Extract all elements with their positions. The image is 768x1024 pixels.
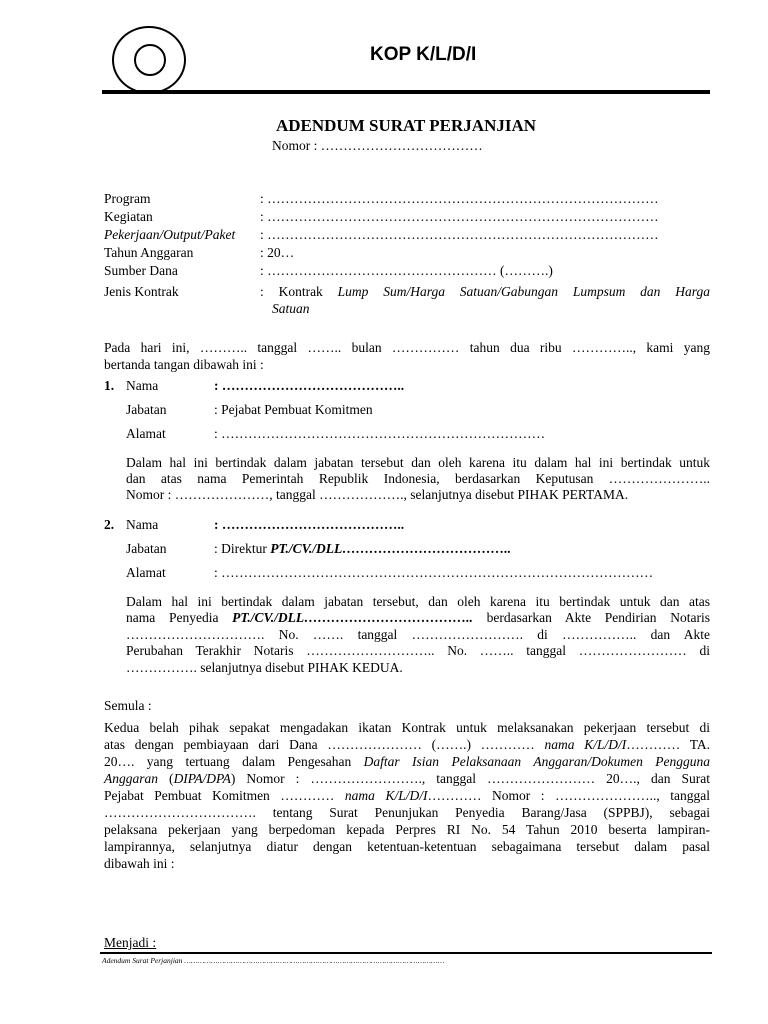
party-2-desc-2 [126,609,710,626]
semula-line-2 [104,736,710,753]
semula-line-4a: Anggaran [104,771,158,786]
semula-heading: Semula : [104,698,152,713]
footer-rule [100,952,712,954]
party-2-jabatan [214,540,511,557]
semula-line-2c: ………… TA. [626,737,711,752]
info-label-sumber-dana: Sumber Dana [104,263,178,278]
party-2-desc-5: ……………. selanjutnya disebut PIHAK KEDUA. [126,660,403,675]
jenis-kontrak-types: Lump Sum/Harga Satuan/Gabungan Lumpsum dan Harga [337,284,710,299]
party-2-desc-3: …………………………. No. ……. tanggal ……………………. di …………….. dan Akte [126,627,710,642]
semula-line-9: dibawah ini : [104,856,175,871]
party-1-alamat-value: : ……………………………………………………………… [214,426,546,441]
semula-line-7: pelaksana pekerjaan yang berpedoman kepada Perpres RI No. 54 Tahun 2010 beserta lampiran- [104,822,710,837]
semula-line-3a: 20…. yang tertuang dalam Pengesahan [104,754,364,769]
party-2-jabatan-value: PT./CV./DLL……………………………….. [270,541,512,556]
info-value-program: : …………………………………………………………………………… [260,191,659,206]
party-1-nama-label: Nama [126,378,159,393]
opening-line-2: bertanda tangan dibawah ini : [104,357,264,372]
semula-line-5 [104,787,710,804]
party-1-desc-2: dan atas nama Pemerintah Republik Indonesia, berdasarkan Keputusan ………………….. [126,471,710,486]
semula-line-4c: DIPA/DPA [173,771,231,786]
party-1-desc-1: Dalam hal ini bertindak dalam jabatan tersebut dan oleh karena itu dalam hal ini bertindak untuk [126,455,710,470]
semula-line-2a: atas dengan pembiayaan dari Dana ………………… (…….) ………… [104,737,545,752]
opening-line-1: Pada hari ini, ……….. tanggal …….. bulan …………… tahun dua ribu ………….., kami yang [104,340,710,355]
party-2-number: 2. [104,517,115,532]
jenis-kontrak-prefix: : Kontrak [260,284,323,299]
party-2-desc-1: Dalam hal ini bertindak dalam jabatan tersebut, dan oleh karena itu bertindak untuk dan atas [126,594,710,609]
info-value-sumber-dana: : …………………………………………… (……….) [260,263,553,278]
party-1-alamat-label: Alamat [126,426,166,441]
party-2-nama-value: : ………………………………….. [214,517,405,532]
party-2-desc-2c: berdasarkan Akte Pendirian Notaris [472,610,710,625]
info-label-jenis-kontrak: Jenis Kontrak [104,284,179,299]
party-1-number: 1. [104,378,115,393]
party-2-desc-4: Perubahan Terakhir Notaris ……………………….. No. …….. tanggal …………………… di [126,643,710,658]
info-label-kegiatan: Kegiatan [104,209,153,224]
footer-text: Adendum Surat Perjanjian ……………………………………………………………………………………………………… [102,956,445,965]
logo-inner-circle [134,44,166,76]
info-label-program: Program [104,191,151,206]
semula-line-3b: Daftar Isian Pelaksanaan Anggaran/Dokumen Pengguna [363,754,710,769]
info-value-kegiatan: : …………………………………………………………………………… [260,209,659,224]
jenis-kontrak-line2: Satuan [272,301,310,316]
party-1-jabatan-value: : Pejabat Pembuat Komitmen [214,402,373,417]
party-2-desc-2b: PT./CV./DLL……………………………….. [232,610,473,625]
semula-line-5b: nama K/L/D/I [344,788,428,803]
party-1-desc-3: Nomor : …………………, tanggal ………………., selanjutnya disebut PIHAK PERTAMA. [126,487,629,502]
party-1-nama-value: : ………………………………….. [214,378,405,393]
semula-line-8: lampirannya, selanjutnya diatur dengan ketentuan-ketentuan sebagaimana tersebut dalam pasal [104,839,710,854]
party-2-alamat-label: Alamat [126,565,166,580]
info-value-pekerjaan: : …………………………………………………………………………… [260,227,659,242]
party-1-jabatan-label: Jabatan [126,402,167,417]
header-rule [102,90,710,94]
info-value-tahun: : 20… [260,245,295,260]
party-2-jabatan-label: Jabatan [126,541,167,556]
semula-line-3 [104,753,710,770]
menjadi-heading: Menjadi : [104,935,157,950]
info-label-tahun: Tahun Anggaran [104,245,194,260]
document-title: ADENDUM SURAT PERJANJIAN [275,116,537,135]
semula-line-6: ……………………………. tentang Surat Penunjukan Penyedia Barang/Jasa (SPPBJ), sebagai [104,805,710,820]
party-2-nama-label: Nama [126,517,159,532]
info-label-pekerjaan: Pekerjaan/Output/Paket [104,227,236,242]
semula-line-4b: ( [158,771,174,786]
party-2-jabatan-prefix: : Direktur [214,541,271,556]
semula-line-4 [104,770,710,787]
party-2-alamat-value: : …………………………………………………………………………………… [214,565,654,580]
kop-heading: KOP K/L/D/I [370,44,477,65]
party-2-desc-2a: nama Penyedia [126,610,233,625]
semula-line-5c: ………… Nomor : ………………….., tanggal [427,788,710,803]
semula-line-1: Kedua belah pihak sepakat mengadakan ikatan Kontrak untuk melaksanakan pekerjaan tersebut di [104,720,710,735]
info-value-jenis-kontrak [260,283,710,317]
semula-line-4d: ) Nomor : ……………………., tanggal …………………… 20…., dan Surat [230,771,711,786]
document-number: Nomor : ……………………………… [272,138,483,153]
semula-line-2b: nama K/L/D/I [544,737,627,752]
semula-line-5a: Pejabat Pembuat Komitmen ………… [104,788,345,803]
